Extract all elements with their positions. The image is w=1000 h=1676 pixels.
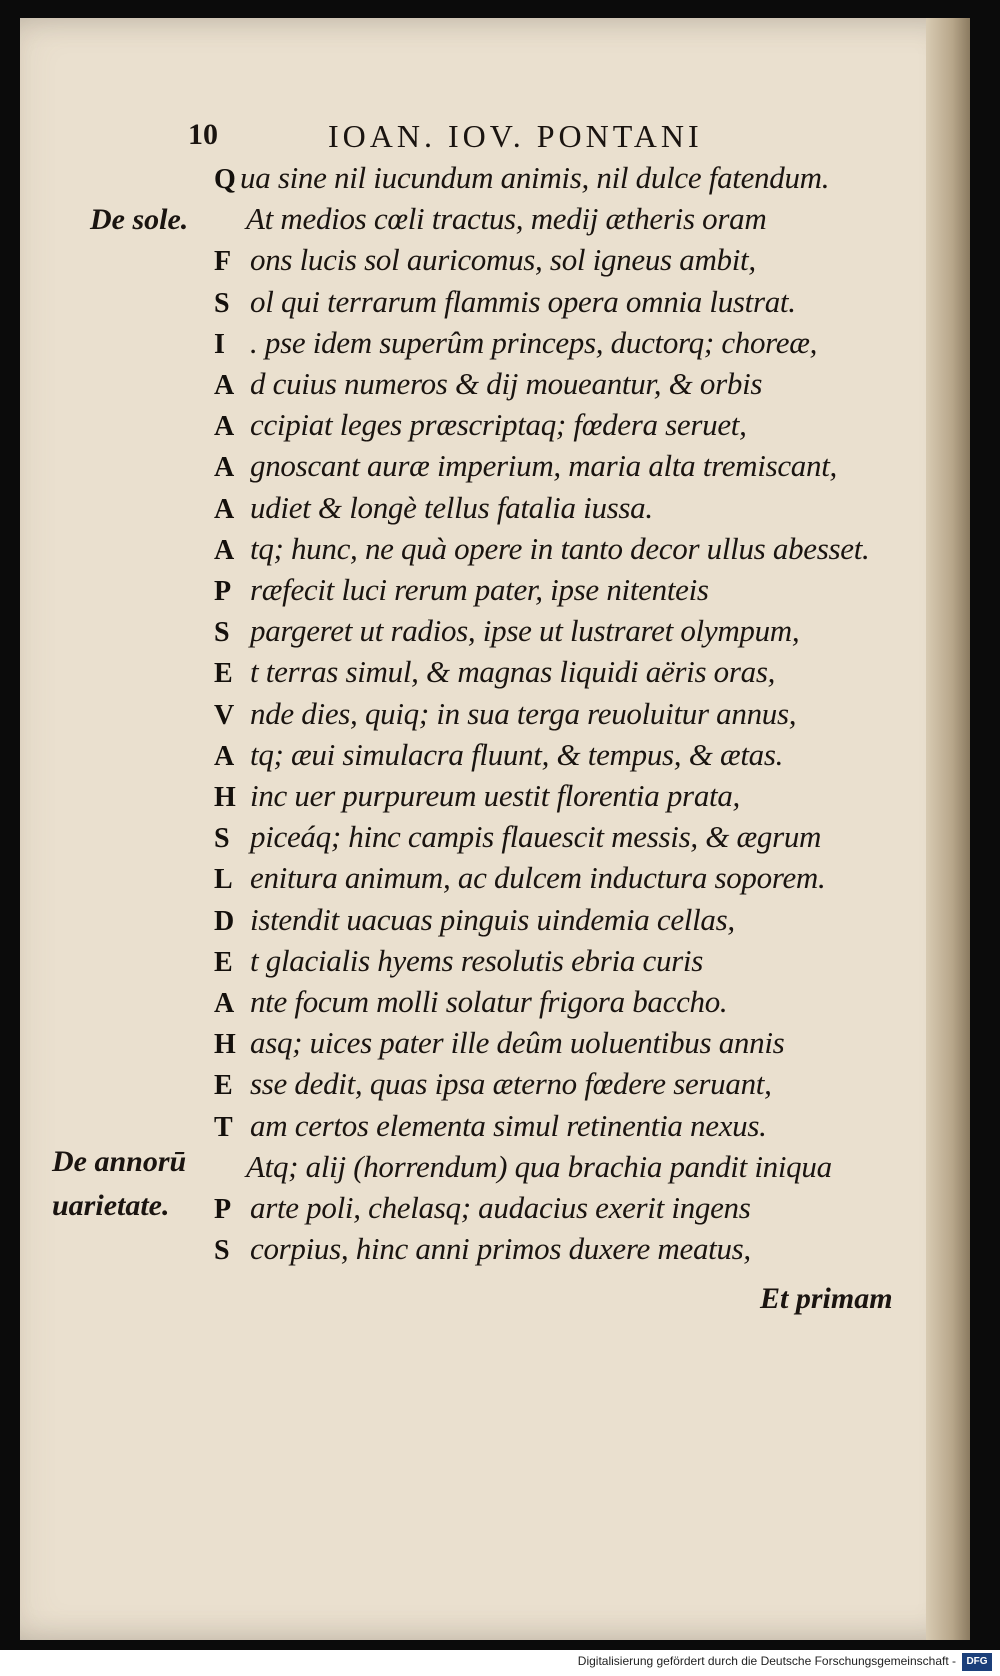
digitization-footer — [0, 1650, 1000, 1676]
verse-initial: E — [214, 1070, 233, 1102]
verse-text: d cuius numeros & dij moueantur, & orbis — [250, 366, 763, 401]
verse-text: tq; hunc, ne quà opere in tanto decor ullus abesset. — [250, 530, 870, 566]
verse-text: ræfecit luci rerum pater, ipse nitenteis — [250, 572, 709, 607]
verse-initial: V — [214, 699, 235, 731]
verse-text: Atq; alij (horrendum) qua brachia pandit iniqua — [246, 1148, 832, 1184]
verse-text: corpius, hinc anni primos duxere meatus, — [250, 1231, 751, 1267]
verse-text: t terras simul, & magnas liquidi aëris oras, — [250, 654, 776, 690]
verse-initial: E — [214, 658, 233, 690]
verse-initial: H — [214, 1029, 236, 1061]
verse-text: ol qui terrarum flammis opera omnia lustrat. — [250, 283, 796, 319]
verse-initial: F — [214, 246, 232, 278]
verse-initial: L — [214, 864, 233, 896]
verse-text: enitura animum, ac dulcem inductura soporem. — [250, 860, 826, 896]
margin-note-de-annorum: De annorū — [52, 1145, 187, 1178]
running-header — [188, 118, 828, 158]
verse-initial: T — [214, 1111, 233, 1143]
verse-initial: S — [214, 287, 230, 319]
verse-initial: H — [214, 782, 236, 813]
verse-text: . pse idem superûm princeps, ductorq; choreæ, — [250, 324, 818, 360]
verse-initial: P — [214, 1194, 232, 1225]
verse-text: arte poli, chelasq; audacius exerit ingens — [250, 1190, 751, 1225]
margin-note-varietate: uarietate. — [52, 1189, 170, 1222]
verse-text: ua sine nil iucundum animis, nil dulce fatendum. — [240, 160, 830, 195]
verse-text: udiet & longè tellus fatalia iussa. — [250, 489, 653, 525]
verse-initial: P — [214, 576, 232, 607]
running-title: IOAN. IOV. PONTANI — [328, 118, 703, 154]
margin-note-de-sole: De sole. — [90, 203, 189, 236]
verse-text: nde dies, quiq; in sua terga reuoluitur annus, — [250, 695, 797, 731]
verse-text: sse dedit, quas ipsa æterno fœdere seruant, — [250, 1066, 772, 1102]
verse-text: nte focum molli solatur frigora baccho. — [250, 984, 728, 1019]
verse-initial: A — [214, 411, 235, 443]
verse-text: asq; uices pater ille deûm uoluentibus annis — [250, 1025, 785, 1061]
catchword: Et primam — [760, 1282, 893, 1315]
verse-initial: S — [214, 823, 230, 855]
verse-text: am certos elementa simul retinentia nexus. — [250, 1107, 767, 1143]
verse-text: ons lucis sol auricomus, sol igneus ambit, — [250, 242, 756, 278]
footer-credit: Digitalisierung gefördert durch die Deutsche Forschungsgemeinschaft - — [577, 1654, 956, 1668]
verse-initial: E — [214, 946, 233, 978]
verse-initial: D — [214, 905, 235, 937]
verse-initial: A — [214, 988, 235, 1019]
verse-text: inc uer purpureum uestit florentia prata, — [250, 778, 740, 813]
verse-initial: I — [214, 328, 225, 360]
verse-text: tq; æui simulacra fluunt, & tempus, & ætas. — [250, 736, 784, 772]
page-number: 10 — [188, 118, 218, 151]
verse-text: t glacialis hyems resolutis ebria curis — [250, 942, 703, 978]
verse-initial: A — [214, 534, 235, 566]
dfg-logo: DFG — [962, 1653, 992, 1671]
verse-text: piceáq; hinc campis flauescit messis, & ægrum — [250, 819, 822, 855]
verse-initial: A — [214, 740, 235, 772]
verse-text: ccipiat leges præscriptaq; fœdera seruet, — [250, 407, 747, 443]
verse-initial: Q — [214, 164, 236, 195]
verse-initial: S — [214, 617, 230, 649]
verse-text: pargeret ut radios, ipse ut lustraret olympum, — [250, 613, 800, 649]
verse-text: At medios cœli tractus, medij ætheris oram — [246, 201, 767, 237]
verse-text: istendit uacuas pinguis uindemia cellas, — [250, 901, 735, 937]
verse-initial: A — [214, 493, 235, 525]
page-gutter-shadow — [926, 18, 970, 1640]
verse-initial: A — [214, 370, 235, 401]
verse-text: gnoscant auræ imperium, maria alta tremiscant, — [250, 448, 837, 484]
verse-initial: A — [214, 452, 235, 484]
verse-initial: S — [214, 1235, 230, 1267]
